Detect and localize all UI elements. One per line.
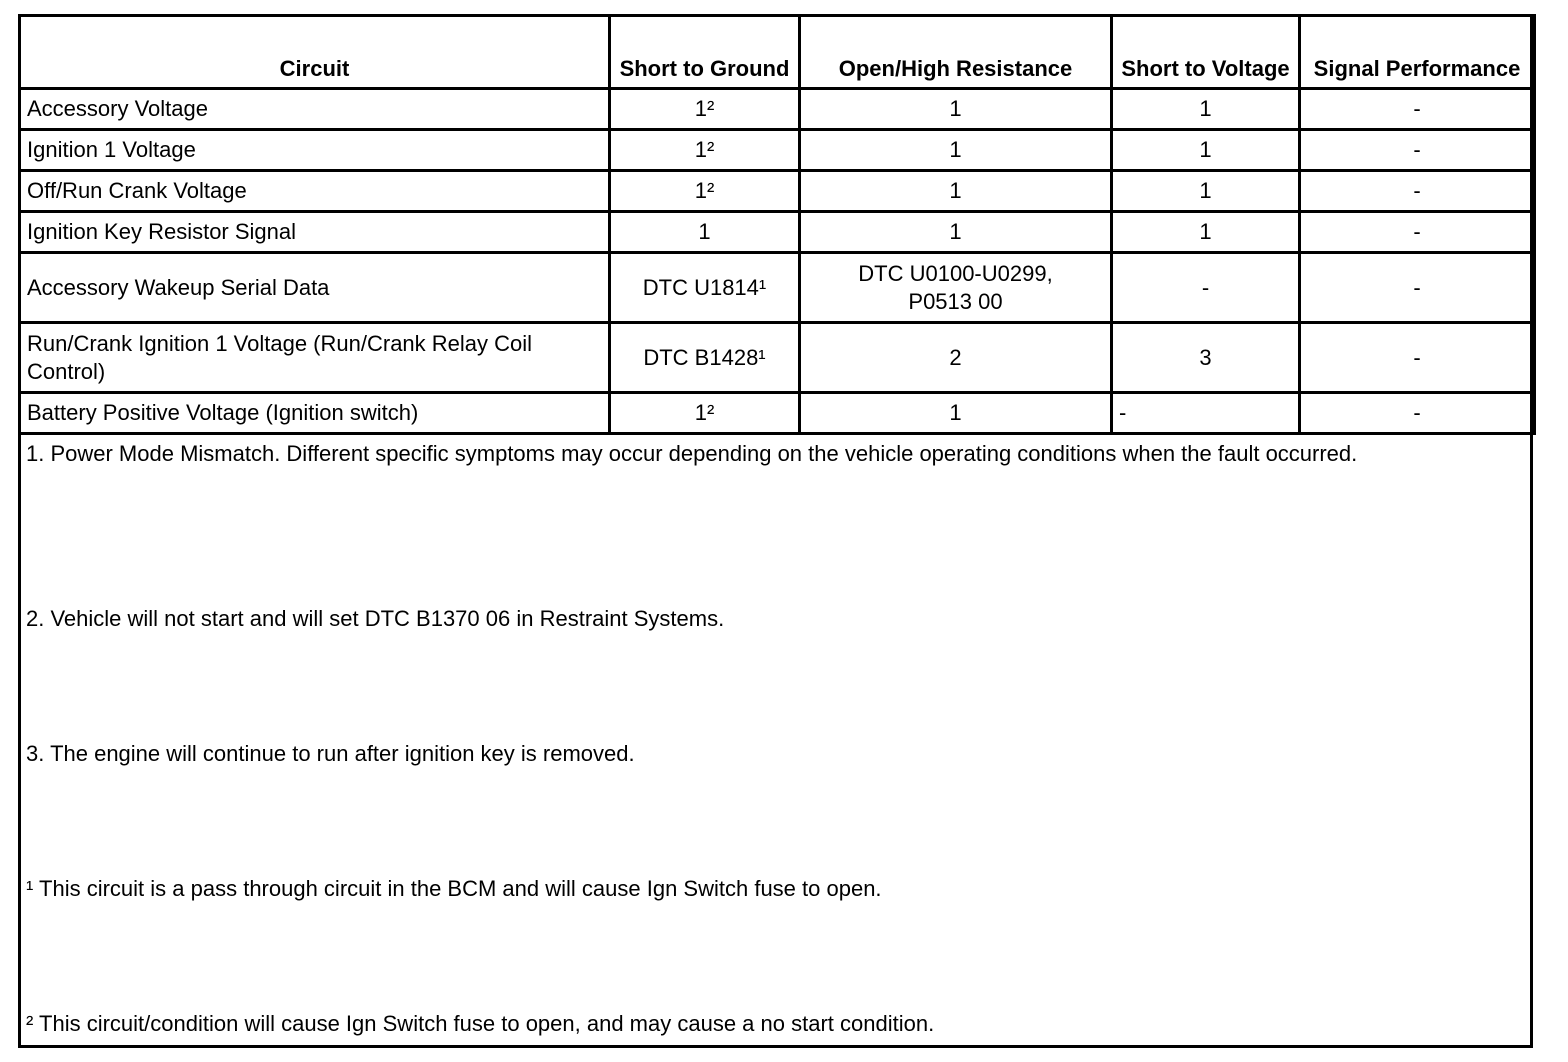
cell-open-high-resistance: 1 — [800, 89, 1112, 130]
header-short-to-ground: Short to Ground — [610, 16, 800, 89]
cell-short-to-ground: DTC B1428¹ — [610, 323, 800, 393]
note-3: 3. The engine will continue to run after ignition key is removed. — [26, 741, 635, 766]
cell-short-to-ground: 1² — [610, 130, 800, 171]
cell-short-to-voltage: 1 — [1112, 212, 1300, 253]
cell-short-to-ground: 1² — [610, 89, 800, 130]
cell-circuit: Accessory Wakeup Serial Data — [20, 253, 610, 323]
cell-signal-performance: - — [1300, 130, 1535, 171]
cell-circuit: Ignition Key Resistor Signal — [20, 212, 610, 253]
cell-open-high-resistance: 2 — [800, 323, 1112, 393]
footnote-superscript-2: ² This circuit/condition will cause Ign Switch fuse to open, and may cause a no start condition. — [26, 1011, 935, 1036]
cell-open-high-resistance: 1 — [800, 393, 1112, 434]
cell-short-to-voltage: 1 — [1112, 130, 1300, 171]
cell-circuit: Accessory Voltage — [20, 89, 610, 130]
cell-circuit: Battery Positive Voltage (Ignition switch) — [20, 393, 610, 434]
cell-circuit: Off/Run Crank Voltage — [20, 171, 610, 212]
cell-open-high-resistance: DTC U0100-U0299, P0513 00 — [800, 253, 1112, 323]
cell-open-high-resistance: 1 — [800, 212, 1112, 253]
cell-circuit: Ignition 1 Voltage — [20, 130, 610, 171]
cell-short-to-voltage: 3 — [1112, 323, 1300, 393]
footnote-superscript-1: ¹ This circuit is a pass through circuit in the BCM and will cause Ign Switch fuse to open. — [26, 876, 882, 901]
note-2: 2. Vehicle will not start and will set DTC B1370 06 in Restraint Systems. — [26, 606, 725, 631]
cell-signal-performance: - — [1300, 393, 1535, 434]
cell-circuit: Run/Crank Ignition 1 Voltage (Run/Crank Relay Coil Control) — [20, 323, 610, 393]
cell-short-to-voltage: 1 — [1112, 171, 1300, 212]
cell-short-to-voltage: - — [1112, 393, 1300, 434]
cell-short-to-voltage: - — [1112, 253, 1300, 323]
cell-signal-performance: - — [1300, 323, 1535, 393]
cell-short-to-ground: 1 — [610, 212, 800, 253]
cell-signal-performance: - — [1300, 253, 1535, 323]
cell-signal-performance: - — [1300, 89, 1535, 130]
header-open-high-resistance: Open/High Resistance — [800, 16, 1112, 89]
cell-short-to-ground: 1² — [610, 171, 800, 212]
note-1: 1. Power Mode Mismatch. Different specific symptoms may occur depending on the vehicle operating conditions when the fault occurred. — [26, 441, 1358, 466]
header-signal-performance: Signal Performance — [1300, 16, 1535, 89]
cell-short-to-ground: DTC U1814¹ — [610, 253, 800, 323]
cell-signal-performance: - — [1300, 171, 1535, 212]
header-circuit: Circuit — [20, 16, 610, 89]
header-short-to-voltage: Short to Voltage — [1112, 16, 1300, 89]
cell-short-to-ground: 1² — [610, 393, 800, 434]
cell-short-to-voltage: 1 — [1112, 89, 1300, 130]
cell-open-high-resistance: 1 — [800, 171, 1112, 212]
cell-open-high-resistance: 1 — [800, 130, 1112, 171]
cell-signal-performance: - — [1300, 212, 1535, 253]
